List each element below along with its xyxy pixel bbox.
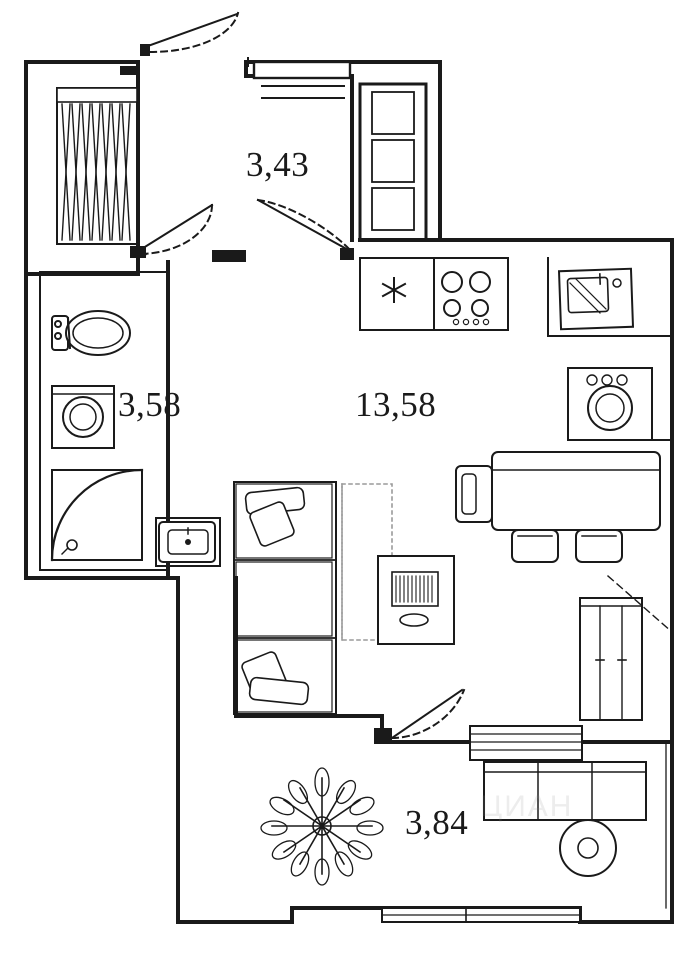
- watermark: ЦИАН: [480, 790, 574, 823]
- room-label-living-kitchen: 13,58: [355, 385, 437, 424]
- room-label-balcony-top: 3,43: [246, 145, 310, 184]
- room-label-balcony-bottom: 3,84: [405, 803, 469, 842]
- room-label-bathroom: 3,58: [118, 385, 182, 424]
